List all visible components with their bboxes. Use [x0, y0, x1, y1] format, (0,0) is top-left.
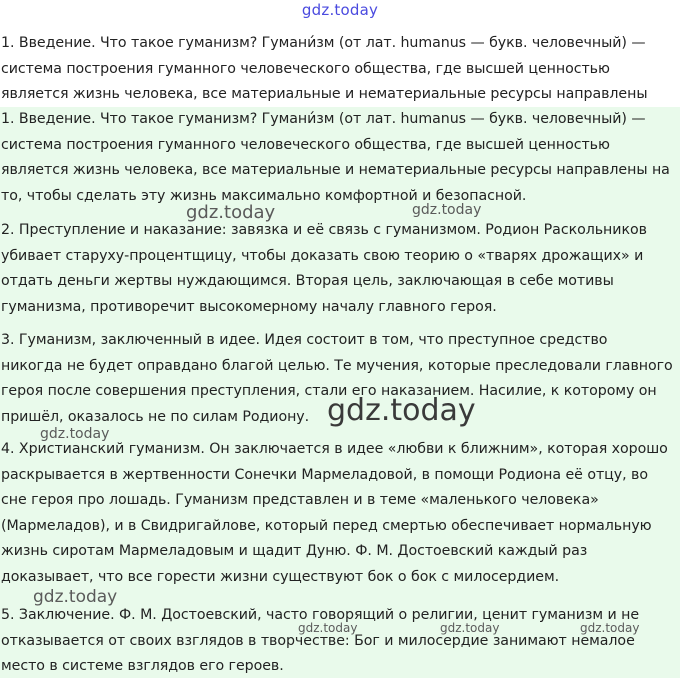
intro-paragraph-cut: 1. Введение. Что такое гуманизм? Гумани́зм (от лат. humanus — букв. человечный) — система построения гуманного человеческого общества, где высшей ценностью является жизнь человека, все материальные и нематериальные ресурсы направлены: [1, 35, 648, 102]
watermark: gdz.today: [33, 587, 118, 607]
christian-paragraph: 4. Христианский гуманизм. Он заключается в идее «любви к ближним», которая хорошо раскрывается в жертвенности Сонечки Мармеладовой, в помощи Родиона её отцу, во сне героя про лошадь. Гуманизм представлен и в теме «маленького человека» (Мармеладов), и в Свидригайлове, который перед смертью обеспечивает нормальную жизнь сиротам Мармеладовым и щадит Дуню. Ф. М. Достоевский каждый раз доказывает, что все горести жизни существуют бок о бок с милосердием.: [1, 441, 668, 585]
site-watermark-top: gdz.today: [301, 1, 379, 19]
watermark: gdz.today: [440, 621, 500, 635]
watermark: gdz.today: [298, 621, 358, 635]
watermark: gdz.today: [412, 202, 482, 218]
watermark: gdz.today: [40, 426, 110, 442]
crime-paragraph: 2. Преступление и наказание: завязка и её связь с гуманизмом. Родион Раскольников убивает старуху-процентщицу, чтобы доказать свою теорию о «тварях дрожащих» и отдать деньги жертвы нуждающимся. Вторая цель, заключающая в себе мотивы гуманизма, противоречит высокомерному началу главного героя.: [1, 222, 647, 315]
watermark: gdz.today: [186, 202, 276, 223]
watermark: gdz.today: [327, 393, 476, 428]
idea-paragraph: 3. Гуманизм, заключенный в идее. Идея состоит в том, что преступное средство никогда не будет оправдано благой целью. Те мучения, которые преследовали главного героя после совершения преступления, стали его наказанием. Насилие, к которому он пришёл, оказалось не по силам Родиону.: [1, 332, 673, 425]
conclusion-paragraph: 5. Заключение. Ф. М. Достоевский, часто говорящий о религии, ценит гуманизм и не отказывается от своих взглядов в творчестве: Бог и милосердие занимают немалое место в системе взглядов его героев.: [1, 607, 640, 674]
watermark: gdz.today: [580, 621, 640, 635]
intro-paragraph: 1. Введение. Что такое гуманизм? Гумани́зм (от лат. humanus — букв. человечный) — система построения гуманного человеческого общества, где высшей ценностью является жизнь человека, все материальные и нематериальные ресурсы направлены на то, чтобы сделать эту жизнь максимально комфортной и безопасной.: [1, 111, 670, 204]
